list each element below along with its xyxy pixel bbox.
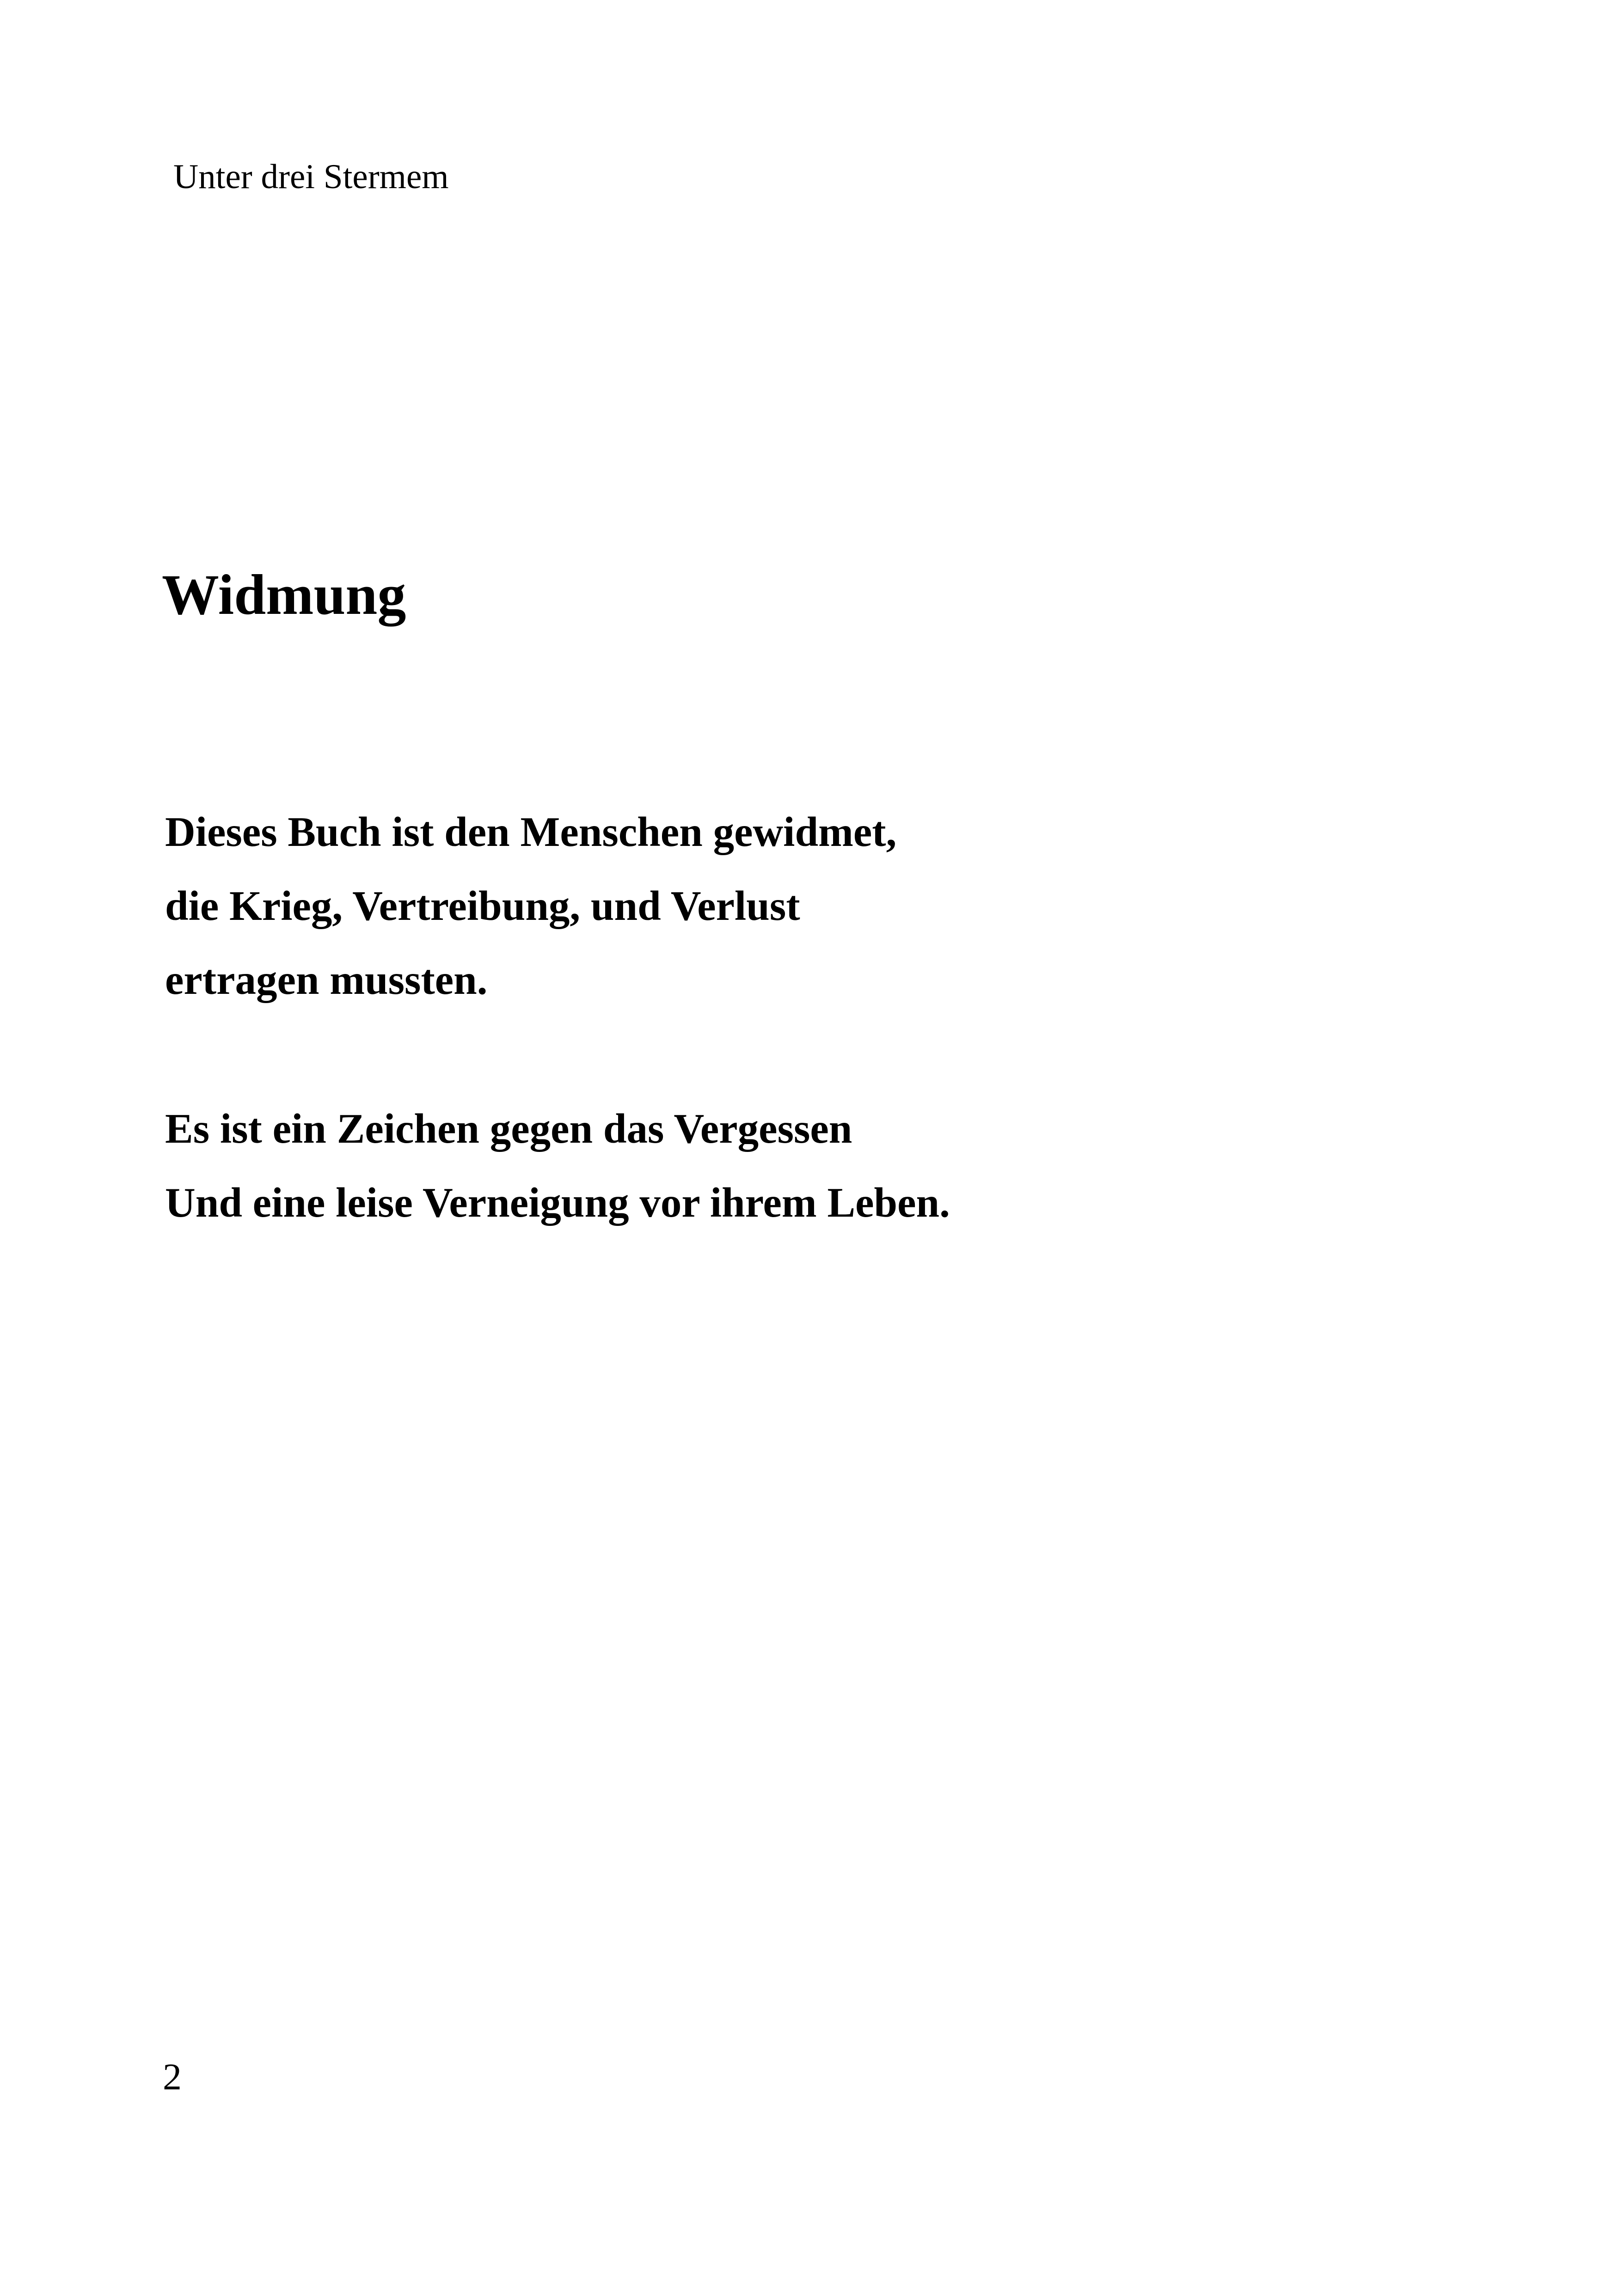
dedication-heading: Widmung (162, 563, 406, 626)
dedication-stanza-2 (165, 1092, 950, 1240)
dedication-stanza-1 (165, 795, 896, 1017)
stanza-line: ertragen mussten. (165, 956, 488, 1003)
stanza-line: Es ist ein Zeichen gegen das Vergessen (165, 1105, 852, 1152)
page-number: 2 (163, 2056, 182, 2098)
running-header: Unter drei Stermem (173, 158, 449, 196)
stanza-line: Und eine leise Verneigung vor ihrem Leben. (165, 1179, 950, 1226)
stanza-line: Dieses Buch ist den Menschen gewidmet, (165, 808, 897, 855)
stanza-line: die Krieg, Vertreibung, und Verlust (165, 882, 800, 929)
